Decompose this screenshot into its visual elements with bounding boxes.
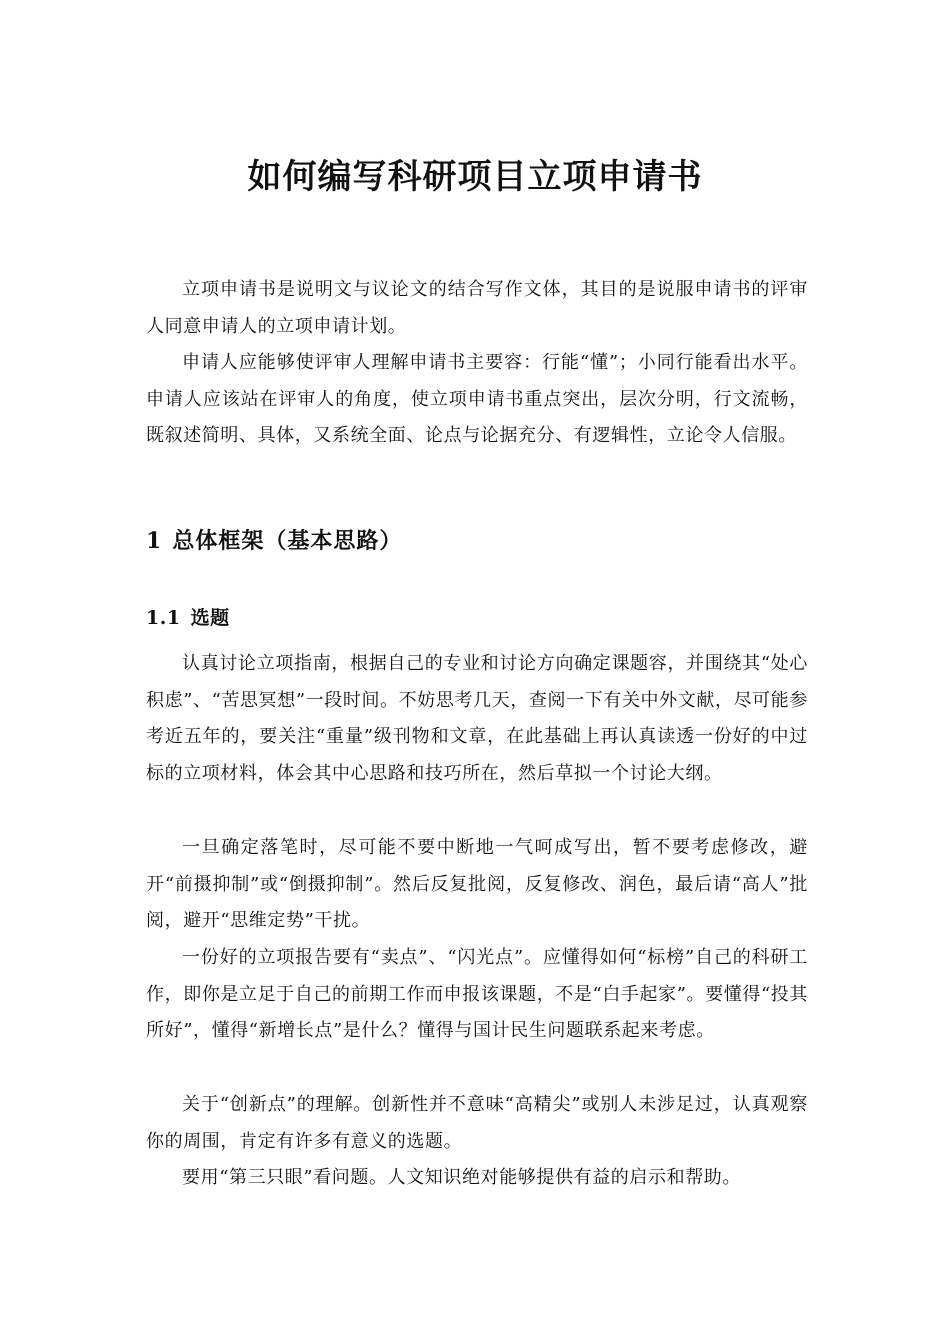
body-paragraph-1: 认真讨论立项指南，根据自己的专业和讨论方向确定课题容，并围绕其“处心积虑”、“苦思冥想”一段时间。不妨思考几天，查阅一下有关中外文献，尽可能参考近五年的，要关注“重量”级刊物和文章，在此基础上再认真读透一份好的中过标的立项材料，体会其中心思路和技巧所在，然后草拟一个讨论大纲。 bbox=[146, 653, 808, 784]
subsection-heading-1-1 bbox=[146, 601, 230, 635]
document-title: 如何编写科研项目立项申请书 bbox=[247, 157, 703, 197]
body-paragraph-5: 要用“第三只眼”看问题。人文知识绝对能够提供有益的启示和帮助。 bbox=[182, 1167, 742, 1188]
intro-paragraph-1: 立项申请书是说明文与议论文的结合写作文体，其目的是说服申请书的评审人同意申请人的立项申请计划。 bbox=[146, 279, 808, 337]
intro-paragraph-2: 申请人应能够使评审人理解申请书主要容：行能“懂”；小同行能看出水平。申请人应该站在评审人的角度，使立项申请书重点突出，层次分明，行文流畅，既叙述简明、具体，又系统全面、论点与论据充分、有逻辑性，立论令人信服。 bbox=[146, 352, 808, 447]
body-paragraph-2: 一旦确定落笔时，尽可能不要中断地一气呵成写出，暂不要考虑修改，避开“前摄抑制”或“倒摄抑制”。然后反复批阅，反复修改、润色，最后请“高人”批阅，避开“思维定势”干扰。 bbox=[146, 837, 808, 932]
section-number: 1 bbox=[146, 528, 163, 554]
subsection-number: 1.1 bbox=[146, 607, 181, 629]
body-paragraph-3: 一份好的立项报告要有“卖点”、“闪光点”。应懂得如何“标榜”自己的科研工作，即你是立足于自己的前期工作而申报该课题，不是“白手起家”。要懂得“投其所好”，懂得“新增长点”是什么？懂得与国计民生问题联系起来考虑。 bbox=[146, 947, 808, 1042]
section-title: 总体框架（基本思路） bbox=[172, 528, 403, 554]
body-paragraph-4: 关于“创新点”的理解。创新性并不意味“高精尖”或别人未涉足过，认真观察你的周围，肯定有许多有意义的选题。 bbox=[146, 1094, 808, 1152]
subsection-title: 选题 bbox=[190, 607, 230, 629]
section-heading-1 bbox=[146, 523, 402, 559]
